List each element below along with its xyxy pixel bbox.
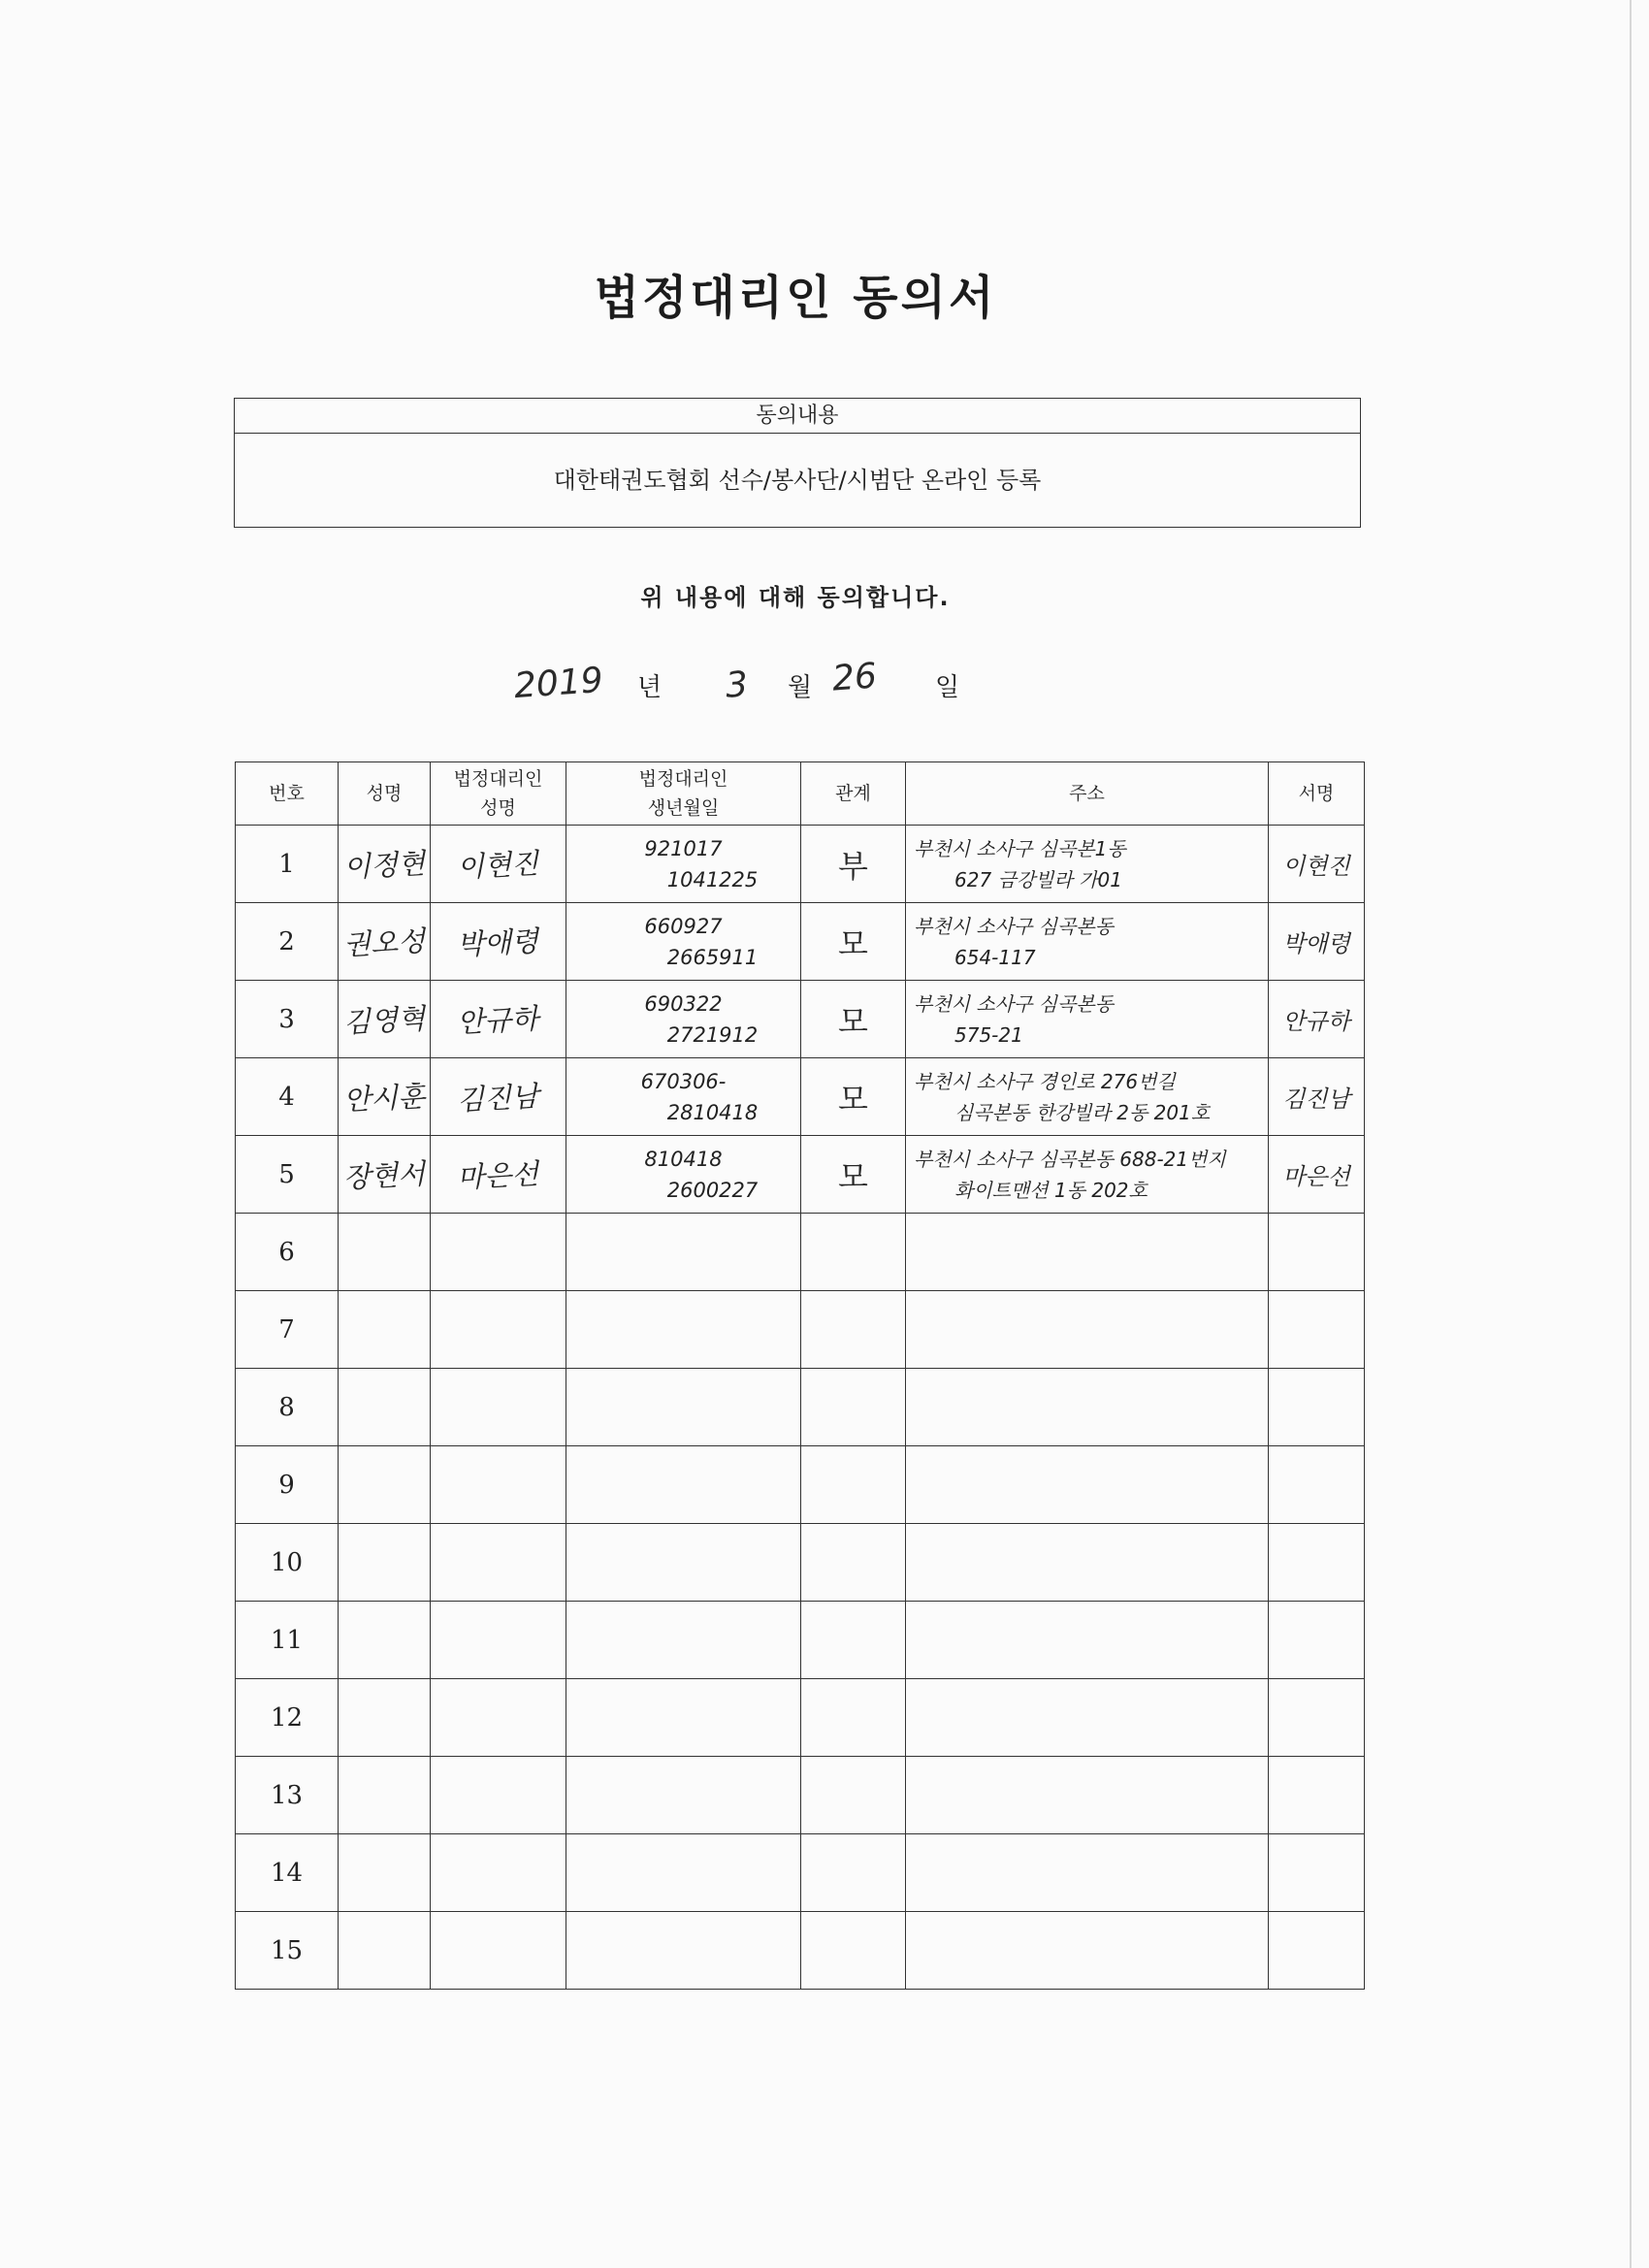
student-name-cell xyxy=(339,1834,431,1912)
row-number: 7 xyxy=(236,1291,339,1369)
relation-cell xyxy=(801,1136,906,1214)
signature: 이현진 xyxy=(1282,853,1350,880)
header-signature: 서명 xyxy=(1269,762,1365,826)
row-number: 2 xyxy=(236,903,339,981)
address-line-1: 부천시 소사구 경인로 276번길 xyxy=(914,1069,1176,1093)
table-row xyxy=(236,1136,1365,1214)
address-cell xyxy=(906,1136,1269,1214)
table-row xyxy=(236,1834,1365,1912)
guardian-birth-cell xyxy=(566,826,801,903)
table-row xyxy=(236,903,1365,981)
relation: 모 xyxy=(838,1002,868,1040)
relation-cell xyxy=(801,1446,906,1524)
guardian-birth-cell xyxy=(566,1602,801,1679)
student-name: 이정현 xyxy=(342,846,426,885)
guardian-name-cell xyxy=(431,1136,566,1214)
consent-box xyxy=(234,398,1361,528)
student-name-cell xyxy=(339,1679,431,1757)
header-no: 번호 xyxy=(236,762,339,826)
date-year-label: 년 xyxy=(637,673,663,702)
address-cell xyxy=(906,1214,1269,1291)
student-name-cell xyxy=(339,903,431,981)
signature: 박애령 xyxy=(1282,930,1350,957)
guardian-name-cell xyxy=(431,1291,566,1369)
guardian-birth-cell xyxy=(566,1291,801,1369)
table-row xyxy=(236,1757,1365,1834)
guardian-name-cell xyxy=(431,1602,566,1679)
relation-cell xyxy=(801,1369,906,1446)
relation-cell xyxy=(801,1214,906,1291)
row-number: 11 xyxy=(236,1602,339,1679)
date-day: 26 xyxy=(830,656,879,699)
guardian-name: 마은선 xyxy=(456,1156,540,1195)
row-number: 5 xyxy=(236,1136,339,1214)
relation: 모 xyxy=(838,924,868,962)
guardian-name-cell xyxy=(431,903,566,981)
date-year: 2019 xyxy=(512,660,604,707)
row-number: 14 xyxy=(236,1834,339,1912)
header-address: 주소 xyxy=(906,762,1269,826)
relation-cell xyxy=(801,1757,906,1834)
address-cell xyxy=(906,1446,1269,1524)
student-name-cell xyxy=(339,1446,431,1524)
address-line-2: 627 금강빌라 가01 xyxy=(954,867,1122,891)
signature-cell xyxy=(1269,1136,1365,1214)
guardian-name-cell xyxy=(431,1058,566,1136)
row-number: 6 xyxy=(236,1214,339,1291)
guardian-name-cell xyxy=(431,1912,566,1990)
row-number: 3 xyxy=(236,981,339,1058)
birth-line-2: 2810418 xyxy=(666,1100,759,1124)
guardian-birth-cell xyxy=(566,981,801,1058)
document-title: 법정대리인 동의서 xyxy=(594,271,997,325)
header-relation: 관계 xyxy=(801,762,906,826)
address-cell xyxy=(906,903,1269,981)
guardian-birth-cell xyxy=(566,1214,801,1291)
student-name-cell xyxy=(339,1214,431,1291)
student-name: 안시훈 xyxy=(342,1079,426,1118)
guardian-name: 박애령 xyxy=(456,923,540,962)
student-name-cell xyxy=(339,981,431,1058)
relation-cell xyxy=(801,903,906,981)
row-number: 4 xyxy=(236,1058,339,1136)
relation: 부 xyxy=(838,847,868,885)
address-cell xyxy=(906,1369,1269,1446)
student-name-cell xyxy=(339,1058,431,1136)
table-row xyxy=(236,981,1365,1058)
guardian-birth-cell xyxy=(566,1679,801,1757)
signature: 안규하 xyxy=(1282,1008,1350,1035)
relation-cell xyxy=(801,826,906,903)
table-header-row xyxy=(236,762,1365,826)
relation-cell xyxy=(801,1679,906,1757)
birth-line-1: 660927 xyxy=(644,914,723,938)
signature-cell xyxy=(1269,1369,1365,1446)
student-name-cell xyxy=(339,1291,431,1369)
guardian-birth-cell xyxy=(566,1058,801,1136)
guardian-birth-cell xyxy=(566,1524,801,1602)
address-cell xyxy=(906,981,1269,1058)
agree-statement: 위 내용에 대해 동의합니다. xyxy=(640,584,951,611)
address-line-1: 부천시 소사구 심곡본1동 xyxy=(914,836,1126,860)
guardian-birth-cell xyxy=(566,1757,801,1834)
student-name-cell xyxy=(339,1524,431,1602)
student-name: 장현서 xyxy=(342,1156,426,1195)
address-cell xyxy=(906,1058,1269,1136)
table-row xyxy=(236,1058,1365,1136)
address-line-1: 부천시 소사구 심곡본동 688-21번지 xyxy=(914,1147,1226,1171)
address-cell xyxy=(906,1602,1269,1679)
relation: 모 xyxy=(838,1080,868,1118)
header-name: 성명 xyxy=(339,762,431,826)
signature-cell xyxy=(1269,1602,1365,1679)
consent-content: 대한태권도협회 선수/봉사단/시범단 온라인 등록 xyxy=(553,467,1042,494)
signature-cell xyxy=(1269,1757,1365,1834)
relation: 모 xyxy=(838,1157,868,1195)
birth-line-2: 1041225 xyxy=(666,867,759,891)
guardian-birth-cell xyxy=(566,1136,801,1214)
birth-line-2: 2721912 xyxy=(666,1022,759,1047)
birth-line-1: 670306- xyxy=(640,1069,727,1093)
address-cell xyxy=(906,1912,1269,1990)
guardian-name-cell xyxy=(431,1757,566,1834)
date-month-label: 월 xyxy=(788,673,813,702)
header-guardian-birth: 법정대리인 생년월일 xyxy=(566,762,801,826)
row-number: 15 xyxy=(236,1912,339,1990)
table-row xyxy=(236,1912,1365,1990)
student-name: 권오성 xyxy=(342,923,426,962)
row-number: 10 xyxy=(236,1524,339,1602)
address-line-2: 화이트맨션 1동 202호 xyxy=(954,1178,1148,1202)
row-number: 8 xyxy=(236,1369,339,1446)
guardian-birth-cell xyxy=(566,903,801,981)
address-line-2: 654-117 xyxy=(954,945,1036,969)
address-line-2: 575-21 xyxy=(954,1022,1023,1047)
guardian-name-cell xyxy=(431,1214,566,1291)
signature-cell xyxy=(1269,1058,1365,1136)
table-row xyxy=(236,1446,1365,1524)
table-row xyxy=(236,1369,1365,1446)
birth-line-1: 921017 xyxy=(644,836,723,860)
signature: 마은선 xyxy=(1282,1163,1350,1190)
signature-cell xyxy=(1269,1214,1365,1291)
student-name: 김영혁 xyxy=(342,1001,426,1040)
relation-cell xyxy=(801,1058,906,1136)
row-number: 1 xyxy=(236,826,339,903)
guardian-name: 김진남 xyxy=(456,1079,540,1118)
guardian-name: 이현진 xyxy=(456,846,540,885)
signature-cell xyxy=(1269,1679,1365,1757)
address-line-1: 부천시 소사구 심곡본동 xyxy=(914,991,1114,1016)
table-row xyxy=(236,1679,1365,1757)
page-edge xyxy=(1630,0,1632,2268)
birth-line-2: 2665911 xyxy=(666,945,759,969)
signature-cell xyxy=(1269,981,1365,1058)
date-month: 3 xyxy=(724,664,750,706)
relation-cell xyxy=(801,981,906,1058)
signature-cell xyxy=(1269,903,1365,981)
row-number: 13 xyxy=(236,1757,339,1834)
birth-line-1: 690322 xyxy=(644,991,723,1016)
date-day-label: 일 xyxy=(935,673,960,702)
address-cell xyxy=(906,1291,1269,1369)
address-cell xyxy=(906,1679,1269,1757)
guardian-birth-cell xyxy=(566,1834,801,1912)
student-name-cell xyxy=(339,826,431,903)
header-guardian-name: 법정대리인 성명 xyxy=(431,762,566,826)
address-line-1: 부천시 소사구 심곡본동 xyxy=(914,914,1114,938)
guardian-name-cell xyxy=(431,1524,566,1602)
relation-cell xyxy=(801,1834,906,1912)
address-cell xyxy=(906,1834,1269,1912)
guardian-birth-cell xyxy=(566,1912,801,1990)
guardian-birth-cell xyxy=(566,1446,801,1524)
address-cell xyxy=(906,1757,1269,1834)
address-line-2: 심곡본동 한강빌라 2동 201호 xyxy=(954,1100,1211,1124)
signature: 김진남 xyxy=(1282,1085,1350,1113)
signature-cell xyxy=(1269,1834,1365,1912)
address-cell xyxy=(906,826,1269,903)
guardian-birth-cell xyxy=(566,1369,801,1446)
student-name-cell xyxy=(339,1757,431,1834)
guardian-name-cell xyxy=(431,1369,566,1446)
table-row xyxy=(236,1291,1365,1369)
birth-line-1: 810418 xyxy=(644,1147,723,1171)
relation-cell xyxy=(801,1912,906,1990)
table-row xyxy=(236,826,1365,903)
signature-cell xyxy=(1269,1291,1365,1369)
guardian-name-cell xyxy=(431,981,566,1058)
guardian-name: 안규하 xyxy=(456,1001,540,1040)
table-row xyxy=(236,1214,1365,1291)
student-name-cell xyxy=(339,1369,431,1446)
signature-cell xyxy=(1269,1524,1365,1602)
table-row xyxy=(236,1524,1365,1602)
signature-cell xyxy=(1269,826,1365,903)
table-row xyxy=(236,1602,1365,1679)
student-name-cell xyxy=(339,1602,431,1679)
row-number: 12 xyxy=(236,1679,339,1757)
relation-cell xyxy=(801,1291,906,1369)
guardian-name-cell xyxy=(431,1834,566,1912)
date-line xyxy=(0,656,1649,724)
signature-cell xyxy=(1269,1912,1365,1990)
guardian-name-cell xyxy=(431,826,566,903)
student-name-cell xyxy=(339,1136,431,1214)
relation-cell xyxy=(801,1602,906,1679)
relation-cell xyxy=(801,1524,906,1602)
signature-cell xyxy=(1269,1446,1365,1524)
guardian-name-cell xyxy=(431,1446,566,1524)
guardian-table xyxy=(235,761,1365,1990)
consent-header: 동의내용 xyxy=(235,399,1360,434)
address-cell xyxy=(906,1524,1269,1602)
row-number: 9 xyxy=(236,1446,339,1524)
guardian-name-cell xyxy=(431,1679,566,1757)
birth-line-2: 2600227 xyxy=(666,1178,759,1202)
student-name-cell xyxy=(339,1912,431,1990)
